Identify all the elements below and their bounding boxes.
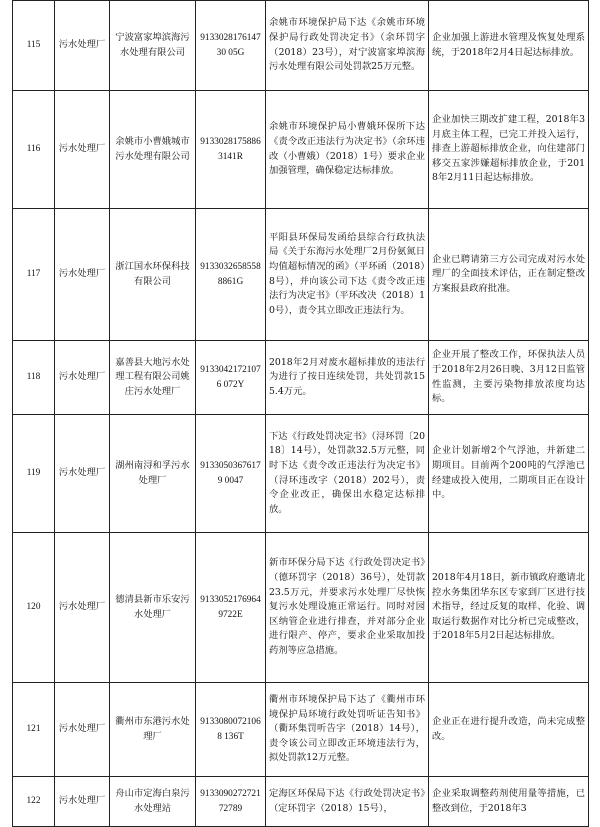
row-number: 118 xyxy=(13,341,55,415)
enforcement-table xyxy=(12,0,589,827)
rectification-status: 企业开展了整改工作，环保执法人员于2018年2月26日晚、3月12日监管性监测，主要污染物排放浓度均达标。 xyxy=(429,341,589,415)
row-number: 122 xyxy=(13,777,55,827)
rectification-status: 企业已聘请第三方公司完成对污水处理厂的全面技术评估，正在制定整改方案报县政府批准。 xyxy=(429,209,589,341)
credit-code: 91330421721076 072Y xyxy=(196,341,266,415)
table-row xyxy=(13,683,589,777)
company-name: 余姚市小曹娥城市污水处理有限公司 xyxy=(110,91,196,209)
row-number: 115 xyxy=(13,1,55,91)
table-row xyxy=(13,533,589,683)
facility-type: 污水处理厂 xyxy=(55,683,110,777)
row-number: 117 xyxy=(13,209,55,341)
row-number: 119 xyxy=(13,415,55,533)
row-number: 120 xyxy=(13,533,55,683)
table-row xyxy=(13,341,589,415)
row-number: 121 xyxy=(13,683,55,777)
penalty-measures: 衢州市环境保护局下达了《衢州市环境保护局环境行政处罚听证告知书》（衢环集罚听告字（2018）14号），责令该公司立即改正环境违法行为，拟处罚款12万元整。 xyxy=(266,683,429,777)
company-name: 衢州市东港污水处理厂 xyxy=(110,683,196,777)
company-name: 德清县新市乐安污水处理厂 xyxy=(110,533,196,683)
rectification-status: 企业加快三期改扩建工程，2018年3月底主体工程，已完工并投入运行，排查上游超标排放企业，向住建部门移交五家涉嫌超标排放企业，于2018年2月11日起达标排放。 xyxy=(429,91,589,209)
credit-code: 9133090272721 72789 xyxy=(196,777,266,827)
company-name: 浙江国水环保科技有限公司 xyxy=(110,209,196,341)
company-name: 舟山市定海白泉污水处理站 xyxy=(110,777,196,827)
penalty-measures: 2018年2月对废水超标排放的违法行为进行了按日连续处罚，共处罚款155.4万元。 xyxy=(266,341,429,415)
row-number: 116 xyxy=(13,91,55,209)
facility-type: 污水处理厂 xyxy=(55,777,110,827)
facility-type: 污水处理厂 xyxy=(55,209,110,341)
credit-code: 913302817614730 05G xyxy=(196,1,266,91)
table-row xyxy=(13,1,589,91)
facility-type: 污水处理厂 xyxy=(55,341,110,415)
penalty-measures: 下达《行政处罚决定书》（浔环罚〔2018〕14号），处罚款32.5万元整，同时下达《责令改正违法行为决定书》（浔环违改字（2018）202号），责令企业改正，确保出水稳定达标排放。 xyxy=(266,415,429,533)
penalty-measures: 定海区环保局下达《行政处罚决定书》（定环罚字（2018）15号）， xyxy=(266,777,429,827)
company-name: 湖州南浔和孚污水处理厂 xyxy=(110,415,196,533)
rectification-status: 企业采取调整药剂使用量等措施，已整改到位，于2018年3 xyxy=(429,777,589,827)
table-row xyxy=(13,91,589,209)
company-name: 宁波富家埠滨海污水处理有限公司 xyxy=(110,1,196,91)
facility-type: 污水处理厂 xyxy=(55,533,110,683)
credit-code: 91330503676179 0047 xyxy=(196,415,266,533)
penalty-measures: 平阳县环保局发函给县综合行政执法局《关于东海污水处理厂2月份氨氮日均值超标情况的函》（平环函（2018）8号），并向该公司下达《责令改正违法行为决定书》（平环改决（2018）10号），责令其立即改正违法行为。 xyxy=(266,209,429,341)
facility-type: 污水处理厂 xyxy=(55,91,110,209)
rectification-status: 2018年4月18日，新市镇政府邀请北控水务集团华东区专家到厂区进行技术指导，经过反复的取样、化验、调取运行数据作对比分析已完成整改，于2018年5月2日起达标排放。 xyxy=(429,533,589,683)
rectification-status: 企业计划新增2个气浮池，并新建二期项目。目前两个200吨的气浮池已经建成投入使用，二期项目正在设计中。 xyxy=(429,415,589,533)
rectification-status: 企业正在进行提升改造，尚未完成整改。 xyxy=(429,683,589,777)
table-body xyxy=(13,1,589,827)
penalty-measures: 新市环保分局下达《行政处罚决定书》（德环罚字（2018）36号），处罚款23.5万元，并要求污水处理厂尽快恢复污水处理设施正常运行。同时对园区纳管企业进行排查，并对部分企业进行限产、停产，要求企业采取加投药剂等应急措施。 xyxy=(266,533,429,683)
credit-code: 9133052176964 9722E xyxy=(196,533,266,683)
table-row xyxy=(13,209,589,341)
facility-type: 污水处理厂 xyxy=(55,415,110,533)
penalty-measures: 余姚市环境保护局下达《余姚市环境保护局行政处罚决定书》（余环罚字（2018）23号），对宁波富家埠滨海污水处理有限公司处罚款25万元整。 xyxy=(266,1,429,91)
table-row xyxy=(13,777,589,827)
credit-code: 91330800721068 136T xyxy=(196,683,266,777)
penalty-measures: 余姚市环境保护局小曹娥环保所下达《责令改正违法行为决定书》（余环违改（小曹娥）（2018）1号）要求企业加强管理，确保稳定达标排放。 xyxy=(266,91,429,209)
company-name: 嘉善县大地污水处理工程有限公司姚庄污水处理厂 xyxy=(110,341,196,415)
credit-code: 9133028175886 3141R xyxy=(196,91,266,209)
rectification-status: 企业加强上游进水管理及恢复处理系统，于2018年2月4日起达标排放。 xyxy=(429,1,589,91)
credit-code: 9133032658558 8861G xyxy=(196,209,266,341)
facility-type: 污水处理厂 xyxy=(55,1,110,91)
table-row xyxy=(13,415,589,533)
